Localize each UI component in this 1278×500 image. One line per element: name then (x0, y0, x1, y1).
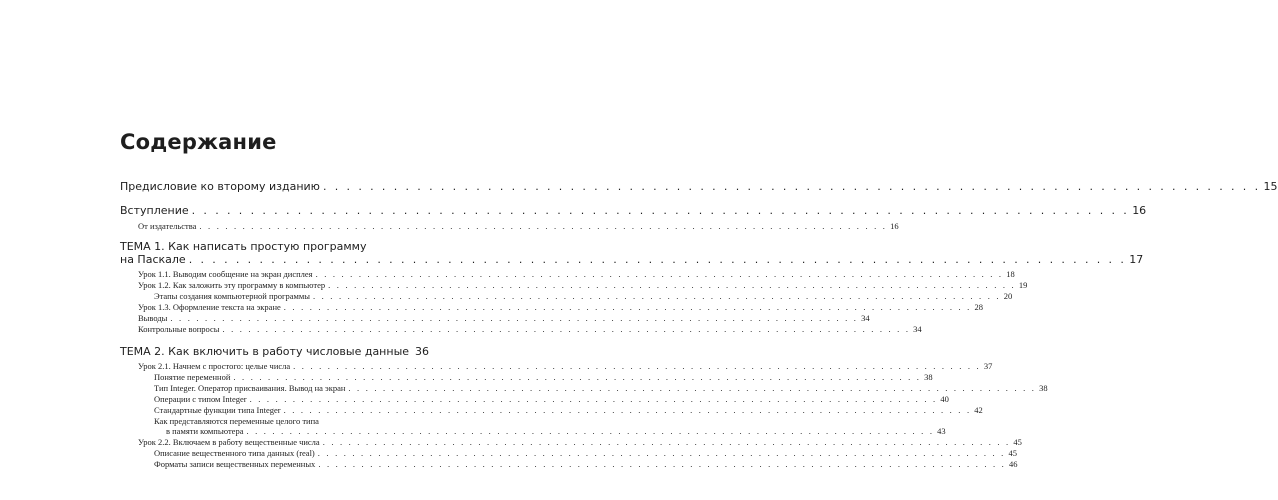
toc-page-number: 20 (1003, 291, 1013, 301)
toc-entry-title: Операции с типом Integer (154, 394, 247, 404)
toc-page-number: 16 (1132, 204, 1147, 217)
toc-page-number: 16 (890, 221, 899, 231)
toc-entry-lesson-2-2-b[interactable] (154, 459, 1018, 469)
toc-entry-title: Урок 1.1. Выводим сообщение на экран дисплея (138, 269, 313, 279)
toc-entry-conclusions[interactable] (138, 313, 870, 323)
toc-entry-lesson-2-1-c[interactable] (154, 394, 949, 404)
toc-leader-dots: . . . . . . . . . . . . . . . . . . . . . . . . . . . . . . . . . . . . . . . . . . . . . . . . . . . . . . . . . . . . . . . . . . . . . . . . . . . . . . . . (313, 291, 1001, 301)
toc-page-number: 28 (974, 302, 983, 312)
toc-entry-topic2[interactable] (120, 345, 430, 358)
toc-leader-dots: . . . . . . . . . . . . . . . . . . . . . . . . . . . . . . . . . . . . . . . . . . . . . . . . . . . . . . . . . . . . . . . . . . . . . . . . . . . . . . . . (246, 426, 935, 436)
toc-entry-title: Описание вещественного типа данных (real) (154, 448, 315, 458)
toc-leader-dots: . . . . . . . . . . . . . . . . . . . . . . . . . . . . . . . . . . . . . . . . . . . . . . . . . . . . . . . . . . . . . . . . . . . . . . . . . . . . . . . . (348, 383, 1037, 393)
toc-leader-dots: . . . . . . . . . . . . . . . . . . . . . . . . . . . . . . . . . . . . . . . . . . . . . . . . . . . . . . . . . . . . . . . . . . . . . . . . . . . . . . . . (188, 253, 1127, 266)
toc-entry-title: Выводы (138, 313, 168, 323)
toc-topic1-title-line1[interactable]: ТЕМА 1. Как написать простую программу (120, 240, 367, 253)
toc-leader-dots: . . . . . . . . . . . . . . . . . . . . . . . . . . . . . . . . . . . . . . . . . . . . . . . . . . . . . . . . . . . . . . . . . . . . . . . . . . . . . . . . (322, 180, 1261, 193)
toc-leader-dots: . . . . . . . . . . . . . . . . . . . . . . . . . . . . . . . . . . . . . . . . . . . . . . . . . . . . . . . . . . . . . . . . . . . . . . . . . . . . . . . . (249, 394, 938, 404)
toc-page-number: 34 (913, 324, 922, 334)
toc-leader-dots: . . . . . . . . . . . . . . . . . . . . . . . . . . . . . . . . . . . . . . . . . . . . . . . . . . . . . . . . . . . . . . . . . . . . . . . . . . . . . . . . (328, 280, 1016, 290)
toc-entry-title: Форматы записи вещественных переменных (154, 459, 316, 469)
toc-entry-lesson-2-1-e-line1[interactable]: Как представляются переменные целого типа (154, 416, 319, 426)
toc-page-number: 15 (1263, 180, 1278, 193)
toc-entry-lesson-1-1[interactable] (138, 269, 1015, 279)
toc-leader-dots: . . . . . . . . . . . . . . . . . . . . . . . . . . . . . . . . . . . . . . . . . . . . . . . . . . . . . . . . . . . . . . . . . . . . . . . . . . . . . . . . (199, 221, 888, 231)
toc-page-number: 18 (1006, 269, 1015, 279)
page-title: Содержание (120, 130, 277, 154)
toc-entry-title: ТЕМА 2. Как включить в работу числовые данные (120, 345, 410, 358)
toc-leader-dots: . . . . . . . . . . . . . . . . . . . . . . . . . . . . . . . . . . . . . . . . . . . . . . . . . . . . . . . . . . . . . . . . . . . . . . . . . . . . . . . . (315, 269, 1004, 279)
toc-entry-lesson-1-2-sub[interactable] (154, 291, 1013, 301)
toc-leader-dots: . . . . . . . . . . . . . . . . . . . . . . . . . . . . . . . . . . . . . . . . . . . . . . . . . . . . . . . . . . . . . . . . . . . . . . . . . . . . . . . . (318, 459, 1006, 469)
toc-entry-lesson-2-1-d[interactable] (154, 405, 983, 415)
toc-entry-lesson-2-1-e[interactable] (166, 426, 946, 436)
toc-page-number: 40 (940, 394, 949, 404)
toc-entry-title: Понятие переменной (154, 372, 231, 382)
toc-leader-dots: . . . . . . . . . . . . . . . . . . . . . . . . . . . . . . . . . . . . . . . . . . . . . . . . . . . . . . . . . . . . . . . . . . . . . . . . . . . . . . . . (283, 302, 972, 312)
toc-leader-dots: . . . . . . . . . . . . . . . . . . . . . . . . . . . . . . . . . . . . . . . . . . . . . . . . . . . . . . . . . . . . . . . . . . . . . . . . . . . . . . . . (191, 204, 1130, 217)
toc-entry-preface[interactable] (120, 180, 1278, 193)
toc-entry-intro-publisher[interactable] (138, 221, 899, 231)
toc-entry-title: Стандартные функции типа Integer (154, 405, 281, 415)
toc-page-number: 45 (1008, 448, 1017, 458)
toc-entry-lesson-1-3[interactable] (138, 302, 983, 312)
toc-leader-dots: . . . . . . . . . . . . . . . . . . . . . . . . . . . . . . . . . . . . . . . . . . . . . . . . . . . . . . . . . . . . . . . . . . . . . . . . . . . . . . . . (283, 405, 972, 415)
toc-entry-title: Урок 2.1. Начнем с простого: целые числа (138, 361, 291, 371)
toc-entry-title: Предисловие ко второму изданию (120, 180, 320, 193)
toc-page-number: 17 (1129, 253, 1144, 266)
toc-entry-lesson-2-1[interactable] (138, 361, 993, 371)
toc-entry-intro[interactable] (120, 204, 1147, 217)
toc-page-number: 19 (1018, 280, 1028, 290)
toc-page-number: 42 (974, 405, 983, 415)
toc-entry-title: Урок 1.2. Как заложить эту программу в компьютер (138, 280, 326, 290)
toc-entry-title: Контрольные вопросы (138, 324, 220, 334)
toc-entry-lesson-2-1-b[interactable] (154, 383, 1048, 393)
toc-page-number: 43 (937, 426, 946, 436)
toc-entry-title: Вступление (120, 204, 189, 217)
toc-page-number: 37 (983, 361, 993, 371)
toc-page-number: 34 (861, 313, 870, 323)
toc-entry-title: в памяти компьютера (166, 426, 244, 436)
toc-entry-title: на Паскале (120, 253, 186, 266)
toc-entry-title: Урок 1.3. Оформление текста на экране (138, 302, 281, 312)
toc-page-number: 46 (1009, 459, 1018, 469)
toc-leader-dots: . . . . . . . . . . . . . . . . . . . . . . . . . . . . . . . . . . . . . . . . . . . . . . . . . . . . . . . . . . . . . . . . . . . . . . . . . . . . . . . . (293, 361, 981, 371)
toc-entry-questions[interactable] (138, 324, 922, 334)
toc-entry-topic1[interactable] (120, 253, 1144, 266)
toc-leader-dots: . . . . . . . . . . . . . . . . . . . . . . . . . . . . . . . . . . . . . . . . . . . . . . . . . . . . . . . . . . . . . . . . . . . . . . . . . . . . . . . . (317, 448, 1006, 458)
toc-leader-dots: . . . . . . . . . . . . . . . . . . . . . . . . . . . . . . . . . . . . . . . . . . . . . . . . . . . . . . . . . . . . . . . . . . . . . . . . . . . . . . . . (170, 313, 859, 323)
toc-entry-lesson-1-2[interactable] (138, 280, 1028, 290)
toc-entry-title: Тип Integer. Оператор присваивания. Вывод на экран (154, 383, 346, 393)
toc-entry-lesson-2-2-a[interactable] (154, 448, 1017, 458)
toc-page-number: 38 (1039, 383, 1048, 393)
toc-page-number: 38 (924, 372, 933, 382)
toc-entry-lesson-2-1-a[interactable] (154, 372, 933, 382)
toc-leader-dots: . . . . . . . . . . . . . . . . . . . . . . . . . . . . . . . . . . . . . . . . . . . . . . . . . . . . . . . . . . . . . . . . . . . . . . . . . . . . . . . . (222, 324, 911, 334)
toc-entry-lesson-2-2[interactable] (138, 437, 1022, 447)
toc-page-number: 36 (415, 345, 430, 358)
toc-page-number: 45 (1013, 437, 1022, 447)
toc-entry-title: От издательства (138, 221, 197, 231)
toc-leader-dots: . . . . . . . . . . . . . . . . . . . . . . . . . . . . . . . . . . . . . . . . . . . . . . . . . . . . . . . . . . . . . . . . . . . . . . . . . . . . . . . . (233, 372, 922, 382)
toc-entry-title: Урок 2.2. Включаем в работу вещественные числа (138, 437, 320, 447)
toc-leader-dots: . . . . . . . . . . . . . . . . . . . . . . . . . . . . . . . . . . . . . . . . . . . . . . . . . . . . . . . . . . . . . . . . . . . . . . . . . . . . . . . . (322, 437, 1011, 447)
toc-entry-title: Этапы создания компьютерной программы (154, 291, 310, 301)
